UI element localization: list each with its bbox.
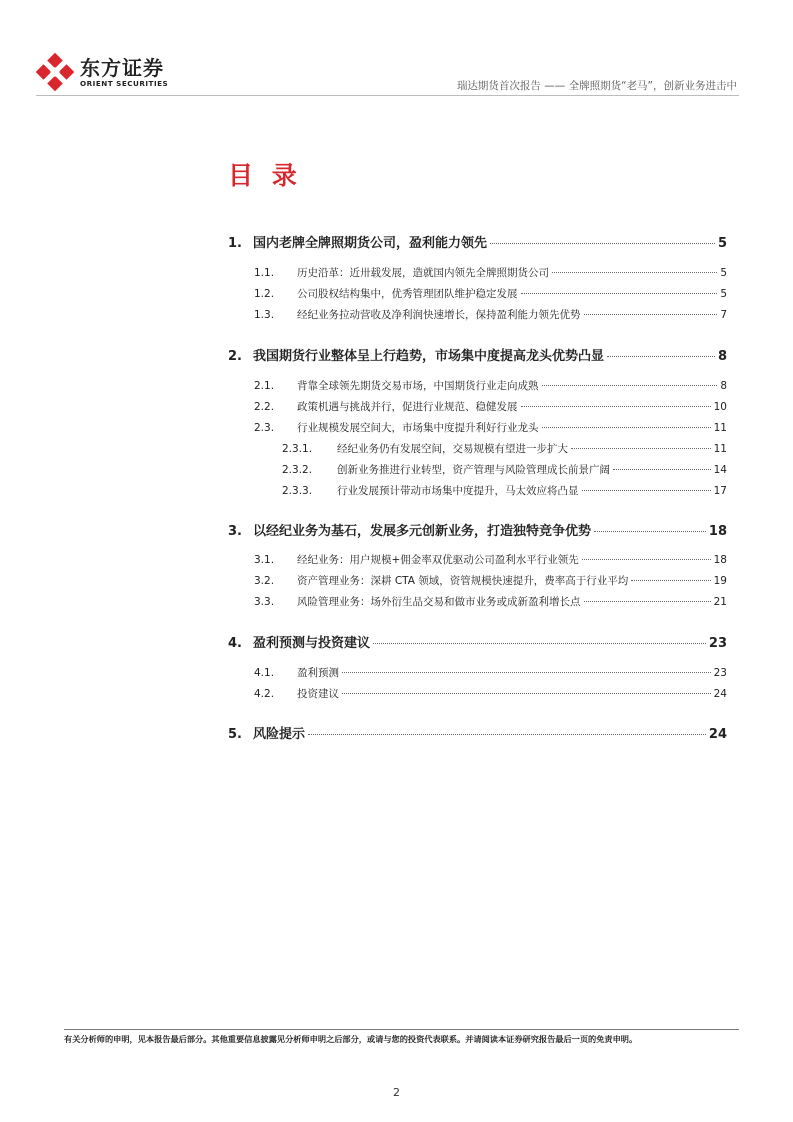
toc-entry-number: 3.1.	[254, 554, 275, 566]
toc-entry-number: 2.3.	[254, 422, 275, 434]
toc-entry-label: 以经纪业务为基石，发展多元创新业务，打造独特竞争优势	[253, 524, 592, 539]
toc-entry[interactable]	[254, 594, 727, 609]
toc-entry-label: 经纪业务拉动营收及净利润快速增长，保持盈利能力领先优势	[297, 309, 581, 321]
toc-entry-number: 2.3.2.	[282, 464, 313, 476]
toc-leader-dots	[582, 490, 711, 491]
toc-leader-dots	[607, 356, 715, 357]
toc-entry-number: 2.3.1.	[282, 443, 313, 455]
report-header-title: 瑞达期货首次报告 —— 全牌照期货“老马”，创新业务进击中	[456, 80, 737, 92]
footer-disclaimer: 有关分析师的申明，见本报告最后部分。其他重要信息披露见分析师申明之后部分，或请与您的投资代表联系。并请阅读本证券研究报告最后一页的免责申明。	[64, 1034, 638, 1044]
toc-title: 目 录	[228, 161, 302, 190]
toc-entry-page: 23	[713, 667, 727, 679]
toc-leader-dots	[373, 643, 706, 644]
toc-leader-dots	[342, 672, 711, 673]
toc-entry-number: 2.1.	[254, 380, 275, 392]
company-logo	[36, 52, 168, 92]
toc-entry-page: 10	[713, 401, 727, 413]
toc-entry[interactable]	[228, 632, 727, 651]
toc-entry-page: 14	[713, 464, 727, 476]
toc-entry-number: 3.	[228, 524, 242, 539]
toc-entry-page: 11	[713, 443, 727, 455]
toc-entry-page: 5	[717, 236, 727, 251]
toc-leader-dots	[308, 734, 706, 735]
toc-entry-label: 历史沿革：近卅载发展，造就国内领先全牌照期货公司	[297, 267, 549, 279]
toc-entry-number: 4.1.	[254, 667, 275, 679]
toc-entry-page: 5	[720, 267, 727, 279]
toc-entry-label: 盈利预测	[297, 667, 339, 679]
orient-logo-icon	[36, 53, 74, 91]
toc-entry-number: 1.3.	[254, 309, 275, 321]
toc-entry[interactable]	[228, 345, 727, 364]
toc-leader-dots	[542, 427, 711, 428]
toc-entry[interactable]	[254, 378, 727, 393]
toc-entry-label: 资产管理业务：深耕 CTA 领域，资管规模快速提升，费率高于行业平均	[297, 575, 629, 587]
toc-entry-number: 1.	[228, 236, 242, 251]
toc-entry-page: 11	[713, 422, 727, 434]
logo-english-name: ORIENT SECURITIES	[80, 78, 169, 88]
toc-entry-label: 国内老牌全牌照期货公司，盈利能力领先	[253, 236, 488, 251]
toc-entry[interactable]	[254, 420, 727, 435]
toc-entry-number: 3.3.	[254, 596, 275, 608]
footer-divider	[64, 1029, 739, 1030]
toc-entry[interactable]	[254, 665, 727, 680]
toc-entry-label: 经纪业务：用户规模+佣金率双优驱动公司盈利水平行业领先	[297, 554, 579, 566]
toc-entry[interactable]	[254, 686, 727, 701]
toc-entry-label: 行业规模发展空间大，市场集中度提升利好行业龙头	[297, 422, 539, 434]
toc-entry-label: 投资建议	[297, 688, 339, 700]
toc-entry-page: 24	[713, 688, 727, 700]
toc-entry[interactable]	[228, 520, 727, 539]
toc-entry-label: 风险提示	[253, 727, 306, 742]
toc-entry-page: 7	[720, 309, 727, 321]
toc-entry-page: 5	[720, 288, 727, 300]
toc-leader-dots	[490, 243, 715, 244]
toc-leader-dots	[552, 272, 717, 273]
toc-entry-label: 我国期货行业整体呈上行趋势，市场集中度提高龙头优势凸显	[253, 349, 605, 364]
toc-leader-dots	[342, 693, 711, 694]
toc-entry-page: 8	[720, 380, 727, 392]
toc-entry-number: 4.2.	[254, 688, 275, 700]
toc-entry-label: 创新业务推进行业转型，资产管理与风险管理成长前景广阔	[337, 464, 610, 476]
toc-entry-label: 风险管理业务：场外衍生品交易和做市业务或成新盈利增长点	[297, 596, 581, 608]
toc-entry[interactable]	[282, 483, 727, 498]
toc-leader-dots	[631, 580, 710, 581]
logo-chinese-name: 东方证券	[80, 55, 164, 80]
toc-entry[interactable]	[282, 441, 727, 456]
toc-entry-label: 行业发展预计带动市场集中度提升，马太效应将凸显	[337, 485, 579, 497]
toc-entry-page: 18	[713, 554, 727, 566]
toc-entry-number: 5.	[228, 727, 242, 742]
toc-entry-number: 1.1.	[254, 267, 275, 279]
toc-entry[interactable]	[254, 552, 727, 567]
toc-leader-dots	[613, 469, 711, 470]
toc-entry[interactable]	[254, 307, 727, 322]
toc-entry-label: 公司股权结构集中，优秀管理团队维护稳定发展	[297, 288, 518, 300]
toc-entry-page: 21	[713, 596, 727, 608]
toc-entry-label: 盈利预测与投资建议	[253, 636, 371, 651]
toc-leader-dots	[584, 601, 711, 602]
toc-entry-number: 3.2.	[254, 575, 275, 587]
toc-entry-page: 24	[708, 727, 727, 742]
toc-entry[interactable]	[228, 232, 727, 251]
toc-entry-page: 19	[713, 575, 727, 587]
toc-entry-label: 政策机遇与挑战并行，促进行业规范、稳健发展	[297, 401, 518, 413]
toc-entry-page: 17	[713, 485, 727, 497]
toc-entry[interactable]	[254, 573, 727, 588]
toc-leader-dots	[582, 559, 711, 560]
toc-leader-dots	[521, 406, 711, 407]
toc-entry-page: 8	[717, 349, 727, 364]
toc-entry-page: 23	[708, 636, 727, 651]
toc-entry[interactable]	[282, 462, 727, 477]
page-number: 2	[393, 1086, 400, 1099]
toc-leader-dots	[584, 314, 718, 315]
toc-entry-number: 2.2.	[254, 401, 275, 413]
toc-entry[interactable]	[254, 286, 727, 301]
toc-entry-number: 4.	[228, 636, 242, 651]
toc-entry-number: 2.3.3.	[282, 485, 313, 497]
toc-entry-label: 经纪业务仍有发展空间，交易规模有望进一步扩大	[337, 443, 568, 455]
toc-entry[interactable]	[254, 399, 727, 414]
toc-entry-page: 18	[708, 524, 727, 539]
toc-entry[interactable]	[254, 265, 727, 280]
toc-entry[interactable]	[228, 723, 727, 742]
toc-entry-number: 2.	[228, 349, 242, 364]
toc-leader-dots	[594, 531, 706, 532]
toc-leader-dots	[521, 293, 718, 294]
toc-entry-number: 1.2.	[254, 288, 275, 300]
header-divider	[36, 95, 739, 96]
toc-entry-label: 背靠全球领先期货交易市场，中国期货行业走向成熟	[297, 380, 539, 392]
toc-leader-dots	[542, 385, 718, 386]
toc-leader-dots	[571, 448, 711, 449]
